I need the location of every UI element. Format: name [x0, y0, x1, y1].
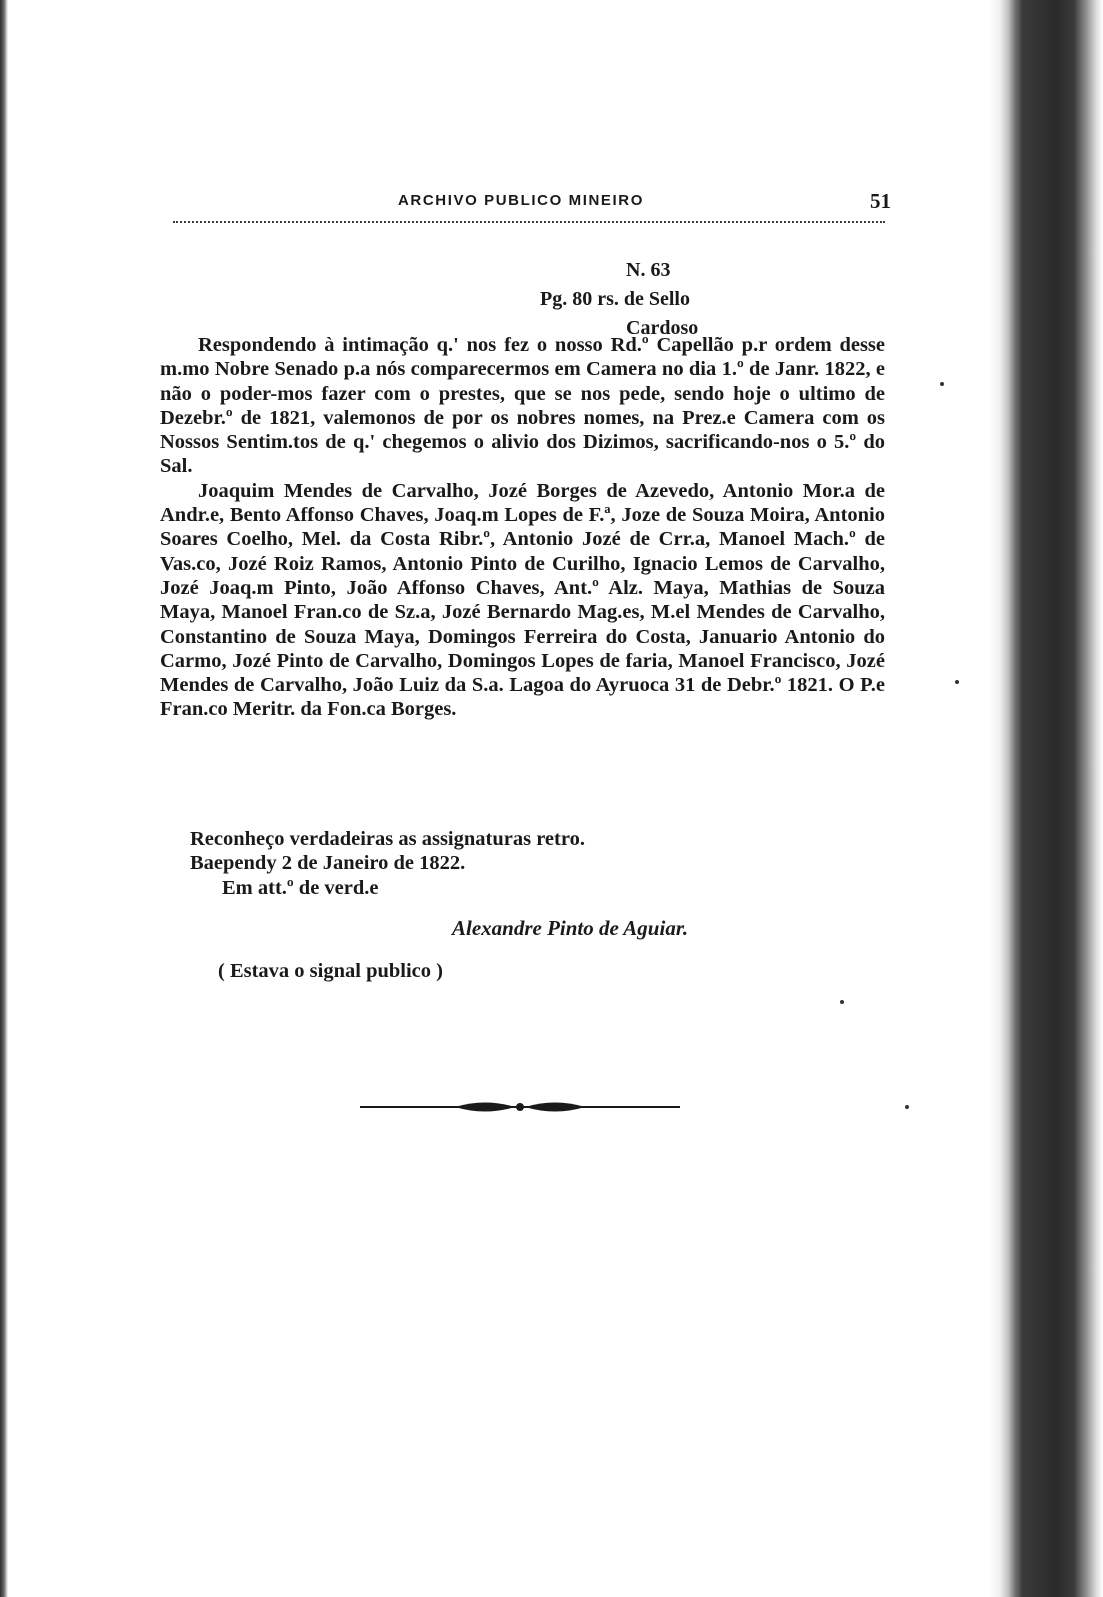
speck: [940, 382, 944, 386]
running-header: [173, 189, 903, 218]
document-body: [160, 333, 885, 722]
book-binding-shadow: [988, 0, 1103, 1597]
stamp-name: Cardoso: [626, 317, 699, 339]
page-number: 51: [870, 189, 891, 213]
page-left-edge-shadow: [0, 0, 8, 1597]
seal-note: ( Estava o signal publico ): [218, 960, 443, 982]
document-number: N. 63: [626, 259, 671, 281]
certification-line-3: Em att.º de verd.e: [222, 876, 379, 899]
speck: [840, 1000, 844, 1004]
signatories-paragraph: Joaquim Mendes de Carvalho, Jozé Borges de Azevedo, Antonio Mor.a de Andr.e, Bento Affonso Chaves, Joaq.m Lopes de F.ª, Joze de Souza Moira, Antonio Soares Coelho, Mel. da Costa Ribr.º, Antonio Jozé de Crr.a, Manoel Mach.º de Vas.co, Jozé Roiz Ramos, Antonio Pinto de Curilho, Ignacio Lemos de Carvalho, Jozé Joaq.m Pinto, João Affonso Chaves, Ant.º Alz. Maya, Mathias de Souza Maya, Manoel Fran.co de Sz.a, Jozé Bernardo Mag.es, M.el Mendes de Carvalho, Constantino de Souza Maya, Domingos Ferreira do Costa, Januario Antonio do Carmo, Jozé Pinto de Carvalho, Domingos Lopes de faria, Manoel Francisco, Jozé Mendes de Carvalho, João Luiz da S.a. Lagoa do Ayruoca 31 de Debr.º 1821. O P.e Fran.co Meritr. da Fon.ca Borges.: [160, 479, 885, 721]
petition-paragraph: Respondendo à intimação q.' nos fez o nosso Rd.º Capellão p.r ordem desse m.mo Nobre Senado p.a nós comparecermos em Camera no dia 1.º de Janr. 1822, e não o poder-mos fazer com o prestes, que se nos pede, sendo hoje o ultimo de Dezebr.º de 1821, valemonos de por os nobres nomes, na Prez.e Camera com os Nossos Sentim.tos de q.' chegemos o alivio dos Dizimos, sacrificando-nos o 5.º do Sal.: [160, 334, 885, 478]
stamp-fee: Pg. 80 rs. de Sello: [540, 288, 690, 310]
certification-block: [190, 827, 585, 900]
certification-line-1: Reconheço verdadeiras as assignaturas retro.: [190, 828, 585, 850]
header-rule: [173, 219, 885, 223]
speck: [905, 1105, 909, 1109]
header-title: ARCHIVO PUBLICO MINEIRO: [398, 192, 644, 209]
end-ornament: [360, 1093, 680, 1121]
speck: [955, 680, 959, 684]
document-heading: [540, 256, 698, 343]
notary-signature: Alexandre Pinto de Aguiar.: [452, 916, 689, 940]
certification-line-2: Baependy 2 de Janeiro de 1822.: [190, 852, 466, 875]
